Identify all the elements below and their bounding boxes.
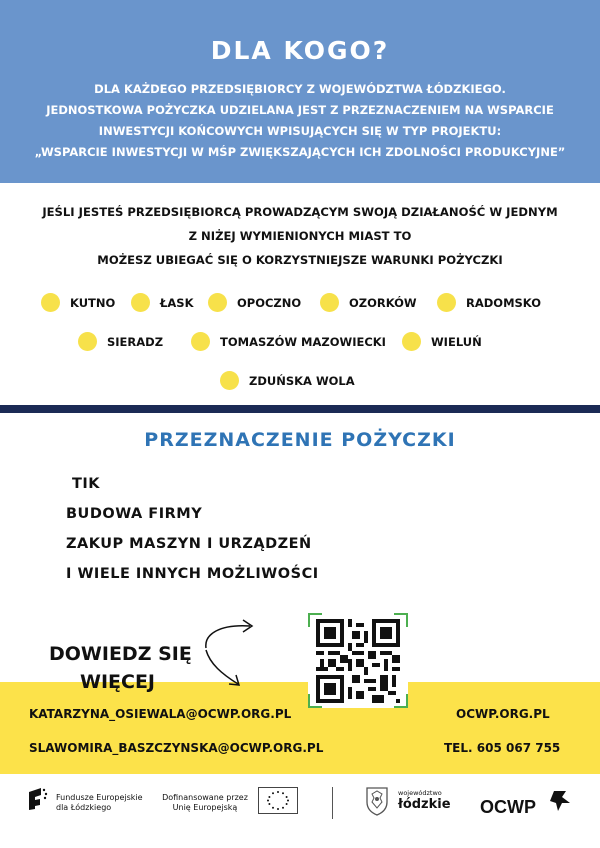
- divider-band: [0, 405, 600, 413]
- lodz-crest-icon: [364, 786, 390, 816]
- city-item: [402, 332, 482, 351]
- city-item: [208, 293, 301, 312]
- city-item: [437, 293, 541, 312]
- eu-flag-icon: [258, 787, 298, 814]
- eligibility-line: MOŻESZ UBIEGAĆ SIĘ O KORZYSTNIEJSZE WARUNKI POŻYCZKI: [97, 253, 503, 267]
- purpose-item: I WIELE INNYCH MOŻLIWOŚCI: [66, 566, 319, 582]
- header-band: [0, 0, 600, 183]
- city-label: ZDUŃSKA WOLA: [249, 373, 355, 388]
- city-item: [320, 293, 417, 312]
- header-line: DLA KAŻDEGO PRZEDSIĘBIORCY Z WOJEWÓDZTWA ŁÓDZKIEGO.: [94, 82, 506, 96]
- city-item: [220, 371, 355, 390]
- contact-band: [0, 682, 600, 774]
- city-label: SIERADZ: [107, 334, 164, 349]
- city-label: RADOMSKO: [466, 295, 541, 310]
- eligibility-line: JEŚLI JESTEŚ PRZEDSIĘBIORCĄ PROWADZĄCYM SWOJĄ DZIAŁANOŚĆ W JEDNYM: [42, 205, 558, 219]
- bullet-dot-icon: [208, 293, 227, 312]
- header-line: JEDNOSTKOWA POŻYCZKA UDZIELANA JEST Z PRZEZNACZENIEM NA WSPARCIE: [46, 103, 554, 117]
- header-line: INWESTYCJI KOŃCOWYCH WPISUJĄCYCH SIĘ W TYP PROJEKTU:: [98, 124, 502, 138]
- eligibility-line: Z NIŻEJ WYMIENIONYCH MIAST TO: [188, 229, 412, 243]
- purpose-title: PRZEZNACZENIE POŻYCZKI: [144, 429, 456, 451]
- city-item: [131, 293, 193, 312]
- bullet-dot-icon: [78, 332, 97, 351]
- eu-stars-icon: [259, 788, 297, 813]
- city-item: [41, 293, 115, 312]
- bullet-dot-icon: [320, 293, 339, 312]
- footer-divider: [332, 787, 333, 819]
- city-label: KUTNO: [70, 295, 116, 310]
- curved-arrow-icon: [200, 612, 260, 692]
- city-item: [78, 332, 163, 351]
- european-funds-line2: dla Łódzkiego: [56, 803, 112, 812]
- bullet-dot-icon: [402, 332, 421, 351]
- bullet-dot-icon: [131, 293, 150, 312]
- city-label: WIELUŃ: [431, 334, 482, 349]
- city-item: [191, 332, 386, 351]
- phone-number: TEL. 605 067 755: [444, 741, 561, 755]
- header-line: „WSPARCIE INWESTYCJI W MŚP ZWIĘKSZAJĄCYCH ICH ZDOLNOŚCI PRODUKCYJNE”: [34, 145, 566, 159]
- header-title: DLA KOGO?: [210, 36, 390, 65]
- purpose-item: TIK: [72, 476, 101, 492]
- purpose-item: BUDOWA FIRMY: [66, 506, 203, 522]
- qr-code[interactable]: [308, 613, 408, 708]
- region-small-label: województwo: [398, 789, 442, 797]
- european-funds-logo-icon: [27, 786, 49, 812]
- european-funds-text: [56, 793, 143, 813]
- city-label: ŁASK: [160, 295, 194, 310]
- email-link[interactable]: KATARZYNA_OSIEWALA@OCWP.ORG.PL: [29, 707, 292, 721]
- city-label: OPOCZNO: [237, 295, 302, 310]
- learn-more-line2: WIĘCEJ: [80, 671, 155, 693]
- website-link[interactable]: OCWP.ORG.PL: [456, 707, 550, 721]
- bullet-dot-icon: [437, 293, 456, 312]
- qr-pattern-icon: [316, 619, 400, 703]
- city-label: TOMASZÓW MAZOWIECKI: [220, 334, 386, 349]
- region-label: łódzkie: [398, 797, 451, 812]
- bullet-dot-icon: [41, 293, 60, 312]
- eu-funding-line1: Dofinansowane przez: [162, 793, 248, 802]
- european-funds-line1: Fundusze Europejskie: [56, 793, 143, 802]
- bullet-dot-icon: [220, 371, 239, 390]
- ocwp-logo-icon: [478, 789, 574, 819]
- ocwp-logo-text: OCWP: [480, 797, 536, 817]
- bullet-dot-icon: [191, 332, 210, 351]
- eu-funding-text: [160, 793, 250, 813]
- city-label: OZORKÓW: [349, 295, 417, 310]
- eu-funding-line2: Unię Europejską: [172, 803, 238, 812]
- email-link[interactable]: SLAWOMIRA_BASZCZYNSKA@OCWP.ORG.PL: [29, 741, 324, 755]
- learn-more-line1: DOWIEDZ SIĘ: [49, 643, 192, 665]
- purpose-item: ZAKUP MASZYN I URZĄDZEŃ: [66, 536, 312, 552]
